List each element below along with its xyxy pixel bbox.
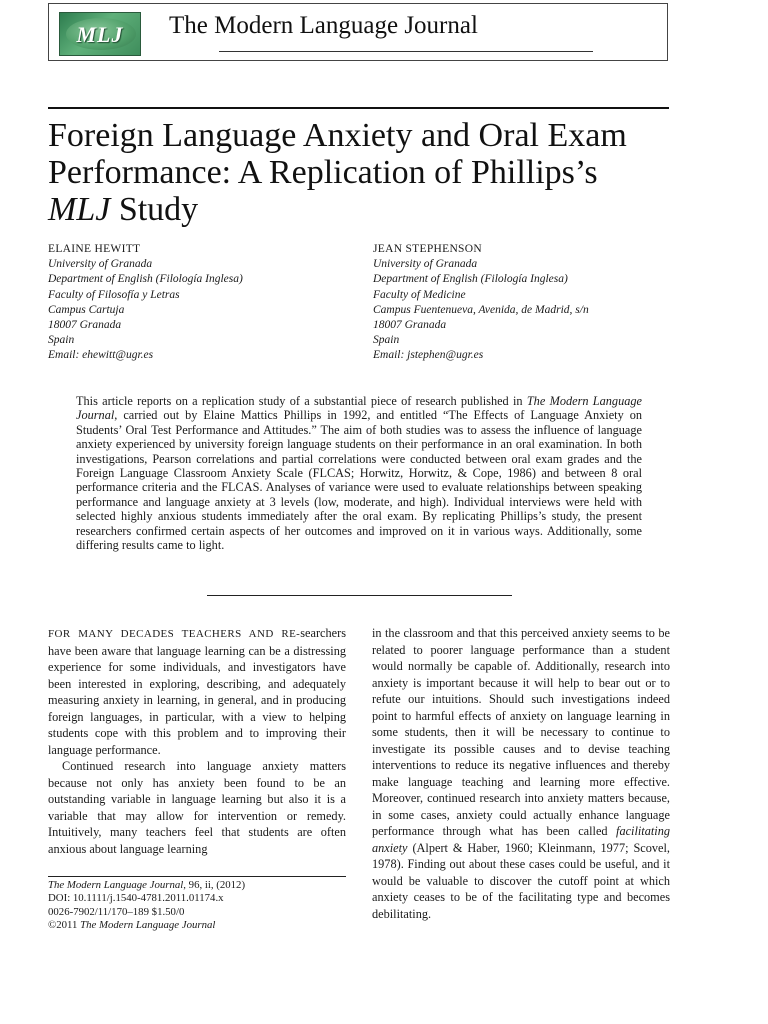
body-paragraph: [48, 625, 346, 758]
paragraph-text-end: (Alpert & Haber, 1960; Kleinmann, 1977; Scovel, 1978). Finding out about these cases could be useful, and it would be valuable to discover the cutoff point at which anxiety ceases to be of the facilitating type and becomes debilitating.: [372, 840, 670, 921]
body-column-left: [48, 625, 346, 857]
author-affiliation: Department of English (Filología Inglesa): [373, 273, 568, 286]
body-paragraph: [372, 625, 670, 922]
author-affiliation: Faculty of Filosofía y Letras: [48, 288, 180, 301]
author-affiliation: Campus Fuentenueva, Avenida, de Madrid, s/n: [373, 303, 589, 316]
body-paragraph: Continued research into language anxiety matters because not only has anxiety been found to be an outstanding variable in language learning but also it is a variable that may allow for intervention or remedy. Intuitively, many teachers feel that students are often anxious about language learning: [48, 759, 346, 856]
author-affiliation: 18007 Granada: [48, 319, 122, 332]
footnote-volume: , 96, ii, (2012): [183, 879, 246, 891]
publication-footnote: [48, 879, 346, 932]
footnote-doi: DOI: 10.1111/j.1540-4781.2011.01174.x: [48, 892, 224, 905]
footnote-issn: 0026-7902/11/170–189 $1.50/0: [48, 905, 185, 918]
footnote-divider: [48, 876, 346, 877]
body-column-right: [372, 625, 670, 922]
footnote-citation: [48, 879, 346, 892]
article-title: [48, 117, 668, 228]
author-email: Email: ehewitt@ugr.es: [48, 349, 154, 362]
paragraph-text: in the classroom and that this perceived anxiety seems to be related to poorer language performance than a student would normally be capable of. Additionally, research into anxiety is important because it will help to bear out or to refute our intuitions. Should such investigations indeed point to harmful effects of anxiety on language learning in some students, then it will be necessary to continue to investigate its possible causes and to devise teaching interventions to reduce its negative influences and thereby make language teaching and learning more effective. Moreover, continued research into anxiety matters because, in some cases, anxiety could actually enhance language performance through what has been called: [372, 626, 670, 838]
author-affiliation: Faculty of Medicine: [373, 288, 466, 301]
copyright-year: ©2011: [48, 918, 81, 931]
footnote-copyright: [48, 919, 346, 932]
author-affiliation: Spain: [48, 334, 75, 347]
author-affiliation: Department of English (Filología Inglesa): [48, 273, 243, 286]
journal-title: The Modern Language Journal: [169, 12, 478, 39]
abstract-journal-name: The Modern Language Journal: [76, 394, 642, 423]
title-text: Foreign Language Anxiety and Oral Exam Performance: A Replication of Phillips’s: [48, 117, 627, 191]
title-italic: MLJ: [48, 191, 111, 228]
author-affiliation: Spain: [373, 334, 400, 347]
author-name: JEAN STEPHENSON: [373, 243, 482, 255]
footnote-journal: The Modern Language Journal: [48, 879, 184, 891]
author-affiliation: Campus Cartuja: [48, 303, 125, 316]
term-italic: facilitating anxiety: [372, 824, 670, 855]
author-hewitt: [48, 242, 243, 364]
journal-logo: [59, 12, 141, 56]
title-text-end: Study: [110, 191, 199, 228]
header-divider: [219, 51, 593, 52]
journal-header: [48, 3, 668, 61]
author-email: Email: jstephen@ugr.es: [373, 349, 484, 362]
abstract: [76, 394, 642, 552]
author-stephenson: [373, 242, 589, 364]
lead-in-smallcaps: FOR MANY DECADES TEACHERS AND RE-: [48, 628, 301, 640]
logo-text: MLJ: [76, 22, 124, 47]
author-affiliation: 18007 Granada: [373, 319, 447, 332]
paragraph-text: searchers have been aware that language learning can be a distressing experience for some individuals, and investigators have been interested in exploring, describing, and adequately measuring anxiety in learning, in general, and in producing foreign languages, in particular, with a view to helping students cope with this problem and to improving their language performance.: [48, 626, 346, 757]
author-affiliation: University of Granada: [48, 258, 153, 271]
copyright-journal: The Modern Language Journal: [80, 918, 216, 931]
author-name: ELAINE HEWITT: [48, 243, 141, 255]
abstract-divider: [207, 595, 512, 596]
abstract-text: This article reports on a replication study of a substantial piece of research published in: [76, 394, 527, 408]
author-affiliation: University of Granada: [373, 258, 478, 271]
abstract-text-rest: , carried out by Elaine Mattics Phillips in 1992, and entitled “The Effects of Language Anxiety on Students’ Oral Test Performance and Attitudes.” The aim of both studies was to assess the influence of language anxiety experienced by university foreign language students on their performance in an oral examination. In both investigations, Pearson correlations and partial correlations were conducted between oral exam grades and the Foreign Language Classroom Anxiety Scale (FLCAS; Horwitz, Horwitz, & Cope, 1986) and between 8 oral performance criteria and the FLCAS. Analyses of variance were used to evaluate relationships between speaking performance and language anxiety at 3 levels (low, moderate, and high). Individual interviews were held with selected highly anxious students immediately after the oral exam. By replicating Phillips’s study, the present researchers confirmed certain aspects of her outcomes and improved on it in various ways. Additionally, some differing results came to light.: [76, 408, 642, 553]
title-divider: [48, 107, 669, 109]
